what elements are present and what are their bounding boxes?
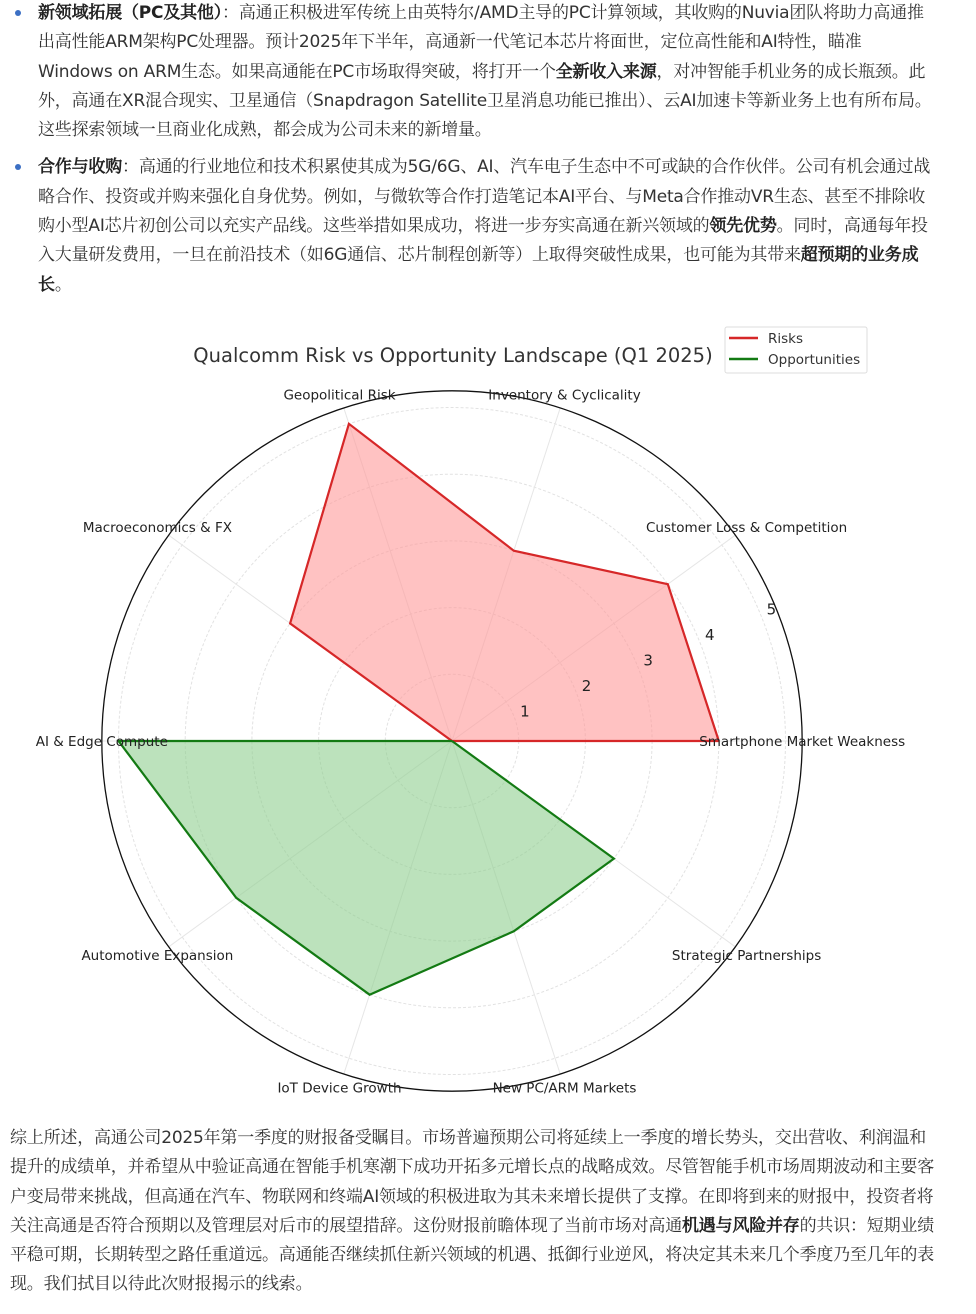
- radar-chart: [0, 312, 976, 1112]
- category-label: Strategic Partnerships: [671, 948, 822, 965]
- category-label: Geopolitical Risk: [283, 387, 396, 404]
- category-label: Automotive Expansion: [81, 948, 234, 965]
- bullet-emphasis: 超预期的业务成长: [38, 245, 919, 295]
- bullet-text: 。: [54, 274, 72, 295]
- bullet-text: 高通的行业地位和技术积累使其成为5G/6G、AI、汽车电子生态中不可或缺的合作伙伴。公司有机会通过战略合作、投资或并购来强化自身优势。例如，与微软等合作打造笔记本AI平台、与Meta合作推动VR生态、甚至不排除收购小型AI芯片初创公司以充实产品线。这些举措如果成功，将进一步夯实高通在新兴领域的: [38, 157, 931, 237]
- bullet-new-domains: [0, 0, 976, 145]
- summary-paragraph: [10, 1124, 940, 1300]
- bullet-dot-icon: [15, 10, 21, 16]
- bullet-title: 新领域拓展（PC及其他）: [38, 3, 223, 23]
- bullet-text: 。同时，高通每年投入大量研发费用，一旦在前沿技术（如6G通信、芯片制程创新等）上取得突破性成果，也可能为其带来: [38, 216, 928, 266]
- radial-tick-label: 4: [704, 626, 715, 645]
- bullet-emphasis: 领先优势: [709, 216, 777, 237]
- radar-series: [119, 424, 719, 995]
- bullet-dot-icon: [15, 164, 21, 170]
- category-label: Inventory & Cyclicality: [488, 387, 641, 404]
- summary-text: 的共识：短期业绩平稳可期，长期转型之路任重道远。高通能否继续抓住新兴领域的机遇、抵御行业逆风，将决定其未来几个季度乃至几年的表现。我们拭目以待此次财报揭示的线索。: [10, 1215, 935, 1295]
- category-label: Macroeconomics & FX: [82, 519, 232, 536]
- category-label: Smartphone Market Weakness: [699, 734, 906, 750]
- bullet-title: 合作与收购: [38, 157, 122, 178]
- radial-tick-label: 3: [643, 651, 653, 670]
- legend-risks-label: Risks: [768, 331, 804, 347]
- category-label: IoT Device Growth: [277, 1080, 402, 1097]
- legend-opportunities-label: Opportunities: [768, 352, 861, 368]
- category-label: New PC/ARM Markets: [492, 1080, 637, 1097]
- bullet-partnerships: [0, 153, 976, 299]
- bullet-separator: ：: [222, 3, 239, 23]
- radial-tick-label: 1: [520, 702, 530, 721]
- radial-tick-label: 2: [581, 677, 592, 696]
- bullet-text: ，对冲智能手机业务的成长瓶颈。此外，高通在XR混合现实、卫星通信（Snapdragon Satellite卫星消息功能已推出）、云AI加速卡等新业务上也有所布局。这些探索领域一旦商业化成熟，都会成为公司未来的新增量。: [38, 61, 932, 141]
- summary-text: 综上所述，高通公司2025年第一季度的财报备受瞩目。市场普遍预期公司将延续上一季度的增长势头，交出营收、利润温和提升的成绩单，并希望从中验证高通在智能手机寒潮下成功开拓多元增长点的战略成效。尽管智能手机市场周期波动和主要客户变局带来挑战，但高通在汽车、物联网和终端AI领域的积极进取为其未来增长提供了支撑。在即将到来的财报中，投资者将关注高通是否符合预期以及管理层对后市的展望措辞。这份财报前瞻体现了当前市场对高通: [10, 1128, 934, 1236]
- bullet-separator: ：: [122, 157, 139, 178]
- category-label: Customer Loss & Competition: [645, 519, 848, 536]
- radial-tick-label: 5: [766, 600, 777, 619]
- chart-legend: [725, 327, 867, 373]
- chart-title: Qualcomm Risk vs Opportunity Landscape (Q1 2025): [193, 344, 713, 367]
- summary-emphasis: 机遇与风险并存: [682, 1215, 800, 1236]
- bullet-list: [0, 0, 976, 300]
- category-label: AI & Edge Compute: [35, 734, 168, 750]
- bullet-emphasis: 全新收入来源: [555, 61, 657, 82]
- bullet-text: 高通正积极进军传统上由英特尔/AMD主导的PC计算领域，其收购的Nuvia团队将助力高通推出高性能ARM架构PC处理器。预计2025年下半年，高通新一代笔记本芯片将面世，定位高性能和AI特性，瞄准Windows on ARM生态。如果高通能在PC市场取得突破，将打开一个: [38, 3, 924, 82]
- radar-chart-svg: [0, 312, 976, 1112]
